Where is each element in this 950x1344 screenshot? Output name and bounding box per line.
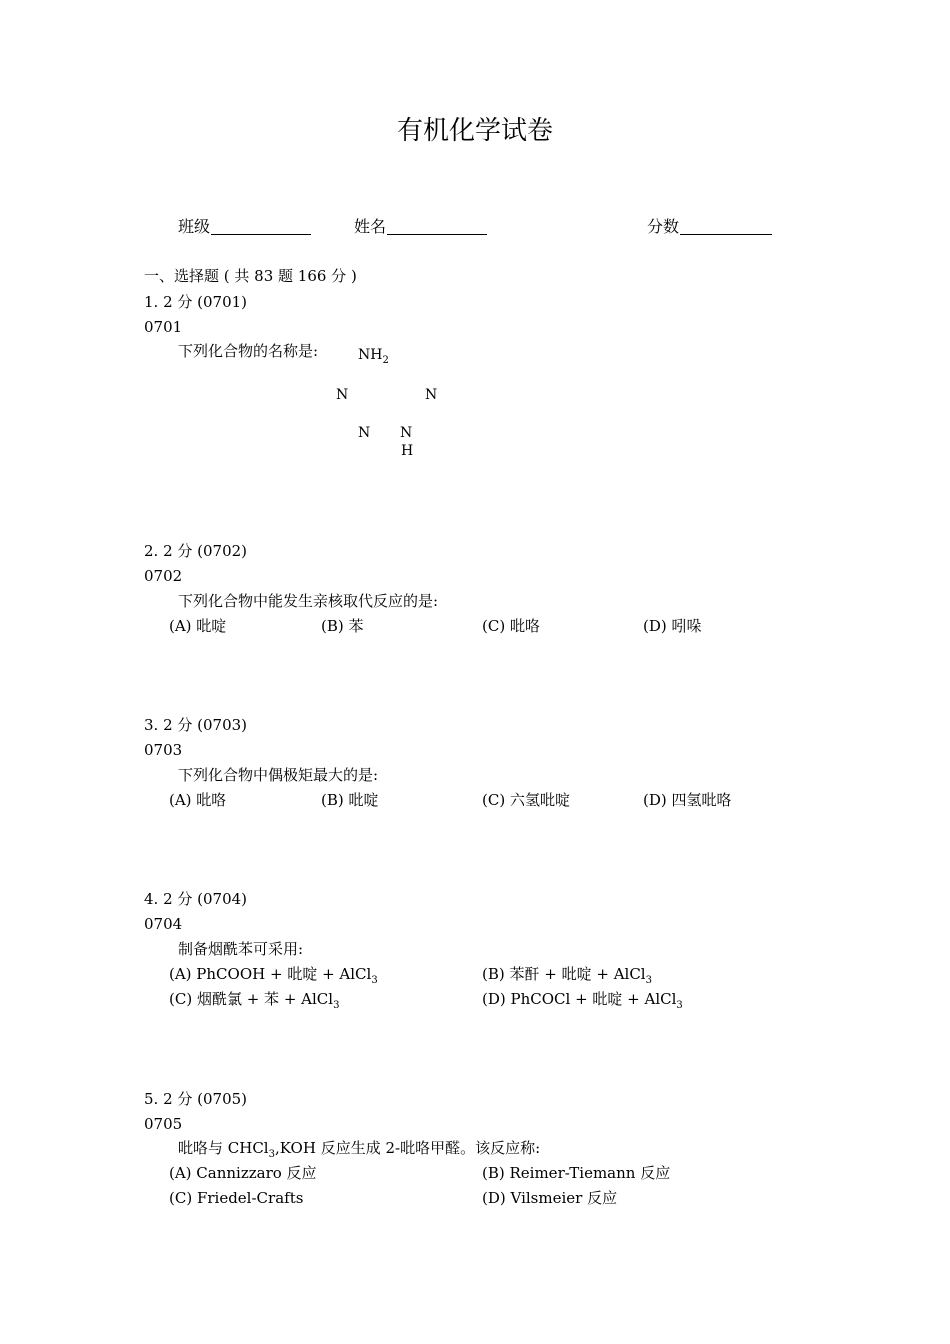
score-field <box>647 218 772 235</box>
q4-option-d[interactable]: (D) PhCOCl + 吡啶 + AlCl$_3$ <box>482 990 683 1011</box>
name-field <box>354 218 487 235</box>
q2-option-b[interactable]: (B) 苯 <box>321 617 364 635</box>
q1-code: 0701 <box>144 318 183 336</box>
name-blank[interactable] <box>387 218 487 235</box>
q3-code: 0703 <box>144 741 183 759</box>
q5-option-c[interactable]: (C) Friedel-Crafts <box>169 1189 304 1207</box>
q1-n-bottom-left: N <box>358 425 371 441</box>
q5-option-b[interactable]: (B) Reimer-Tiemann 反应 <box>482 1164 671 1182</box>
section-heading: 一、选择题 ( 共 83 题 166 分 ) <box>144 267 357 285</box>
q2-stem: 下列化合物中能发生亲核取代反应的是: <box>178 592 439 610</box>
q3-option-b[interactable]: (B) 吡啶 <box>321 791 379 809</box>
page-title: 有机化学试卷 <box>396 116 553 146</box>
q2-head: 2. 2 分 (0702) <box>144 542 248 560</box>
class-field <box>178 218 311 235</box>
q4-option-c[interactable]: (C) 烟酰氯 + 苯 + AlCl$_3$ <box>169 990 340 1011</box>
q3-option-c[interactable]: (C) 六氢吡啶 <box>482 791 570 809</box>
q3-option-d[interactable]: (D) 四氢吡咯 <box>643 791 732 809</box>
q1-n-right: N <box>425 387 438 403</box>
q1-n-bottom-right: N <box>400 425 413 441</box>
q2-option-a[interactable]: (A) 吡啶 <box>169 617 227 635</box>
q5-stem: 吡咯与 CHCl$_3$,KOH 反应生成 2-吡咯甲醛。该反应称: <box>178 1139 541 1160</box>
q4-code: 0704 <box>144 915 183 933</box>
class-label: 班级 <box>178 217 211 236</box>
name-label: 姓名 <box>354 217 387 236</box>
q4-option-a[interactable]: (A) PhCOOH + 吡啶 + AlCl$_3$ <box>169 965 378 986</box>
score-label: 分数 <box>647 217 680 236</box>
q3-option-a[interactable]: (A) 吡咯 <box>169 791 227 809</box>
q4-head: 4. 2 分 (0704) <box>144 890 248 908</box>
class-blank[interactable] <box>211 218 311 235</box>
q1-stem: 下列化合物的名称是: <box>178 342 319 360</box>
q5-code: 0705 <box>144 1115 183 1133</box>
q2-code: 0702 <box>144 567 183 585</box>
q5-option-a[interactable]: (A) Cannizzaro 反应 <box>169 1164 317 1182</box>
q5-option-d[interactable]: (D) Vilsmeier 反应 <box>482 1189 618 1207</box>
q4-option-b[interactable]: (B) 苯酐 + 吡啶 + AlCl$_3$ <box>482 965 652 986</box>
q4-stem: 制备烟酰苯可采用: <box>178 940 304 958</box>
q2-option-c[interactable]: (C) 吡咯 <box>482 617 540 635</box>
q2-option-d[interactable]: (D) 吲哚 <box>643 617 702 635</box>
q1-nh2: $NH_2$ <box>358 347 389 366</box>
q1-head: 1. 2 分 (0701) <box>144 293 248 311</box>
q1-h: H <box>401 443 414 459</box>
q1-n-left: N <box>336 387 349 403</box>
score-blank[interactable] <box>680 218 772 235</box>
q5-head: 5. 2 分 (0705) <box>144 1090 248 1108</box>
q3-head: 3. 2 分 (0703) <box>144 716 248 734</box>
q3-stem: 下列化合物中偶极矩最大的是: <box>178 766 379 784</box>
